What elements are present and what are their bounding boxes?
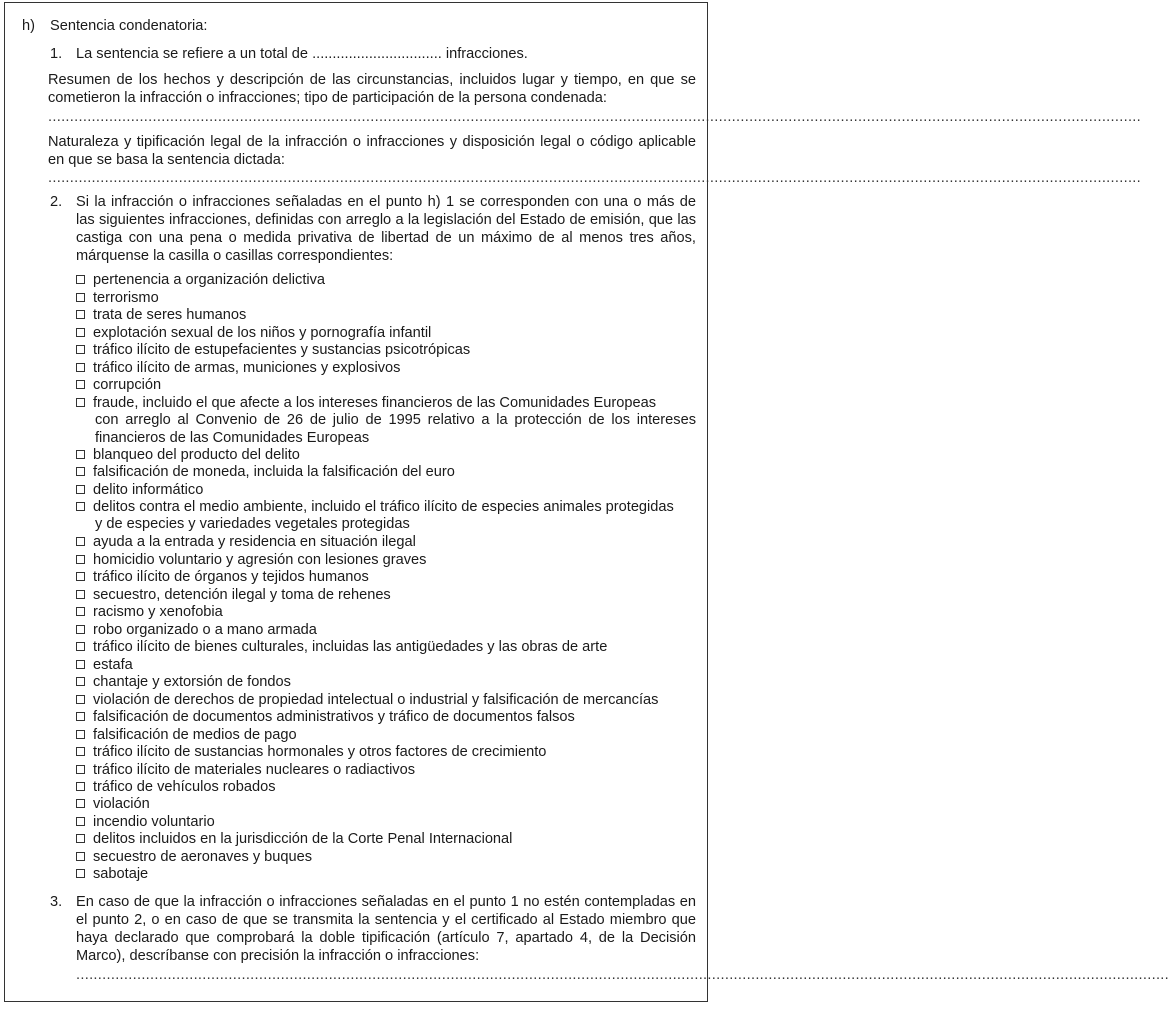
checklist-item-label: fraude, incluido el que afecte a los intereses financieros de las Comunidades Europeas con arreglo al Convenio de 26 de julio de 1995 relativo a la protección de los intereses financieros de las Comunidades Europeas: [93, 395, 696, 446]
checklist-item: [76, 796, 696, 813]
q1-summary-label: Resumen de los hechos y descripción de las circunstancias, incluidos lugar y tiempo, en que se cometieron la infracción o infracciones; tipo de participación de la persona condenada:: [48, 72, 696, 106]
checkbox[interactable]: [76, 799, 85, 808]
checkbox[interactable]: [76, 852, 85, 861]
checklist-item: [76, 762, 696, 779]
checkbox[interactable]: [76, 537, 85, 546]
checklist-item: [76, 447, 696, 464]
checklist-item-label: delitos incluidos en la jurisdicción de la Corte Penal Internacional: [93, 831, 513, 847]
checklist-item: [76, 657, 696, 674]
checklist-item-label: explotación sexual de los niños y pornografía infantil: [93, 325, 432, 341]
checkbox[interactable]: [76, 642, 85, 651]
checklist-item-label: falsificación de medios de pago: [93, 727, 297, 743]
checkbox[interactable]: [76, 345, 85, 354]
checklist-item: [76, 727, 696, 744]
checklist-item: [76, 499, 696, 534]
checklist-item: [76, 395, 696, 447]
checklist-item-label: tráfico ilícito de armas, municiones y explosivos: [93, 360, 401, 376]
checklist-item: [76, 482, 696, 499]
checklist-item: [76, 360, 696, 377]
checkbox[interactable]: [76, 450, 85, 459]
checklist-item: [76, 814, 696, 831]
checklist-item-label: corrupción: [93, 377, 162, 393]
checkbox[interactable]: [76, 869, 85, 878]
checklist-item: [76, 849, 696, 866]
checkbox[interactable]: [76, 747, 85, 756]
checklist-item: [76, 831, 696, 848]
checklist-item-label: tráfico de vehículos robados: [93, 779, 276, 795]
checklist-item: [76, 552, 696, 569]
checklist-item: [76, 692, 696, 709]
checklist-item: [76, 622, 696, 639]
checkbox[interactable]: [76, 467, 85, 476]
checklist-item-label: estafa: [93, 657, 133, 673]
checkbox[interactable]: [76, 695, 85, 704]
q2-number: 2.: [50, 194, 63, 210]
checkbox[interactable]: [76, 730, 85, 739]
checkbox[interactable]: [76, 607, 85, 616]
checklist-item-label: chantaje y extorsión de fondos: [93, 674, 291, 690]
checklist-item: [76, 464, 696, 481]
checkbox[interactable]: [76, 363, 85, 372]
checklist-item: [76, 639, 696, 656]
checklist-item-label: tráfico ilícito de estupefacientes y sustancias psicotrópicas: [93, 342, 471, 358]
checklist-item-label: delitos contra el medio ambiente, incluido el tráfico ilícito de especies animales protegidas y de especies y variedades vegetales protegidas: [93, 499, 674, 533]
checkbox[interactable]: [76, 590, 85, 599]
checklist-item: [76, 604, 696, 621]
checkbox[interactable]: [76, 765, 85, 774]
checklist-item-label: incendio voluntario: [93, 814, 215, 830]
checklist-item-label: falsificación de documentos administrativos y tráfico de documentos falsos: [93, 709, 575, 725]
checklist-item-label: racismo y xenofobia: [93, 604, 223, 620]
checklist-item-label: secuestro, detención ilegal y toma de rehenes: [93, 587, 391, 603]
checklist-item-label: tráfico ilícito de materiales nucleares o radiactivos: [93, 762, 416, 778]
checklist-item: [76, 866, 696, 883]
q1-number: 1.: [50, 46, 63, 62]
q2-instructions: Si la infracción o infracciones señaladas en el punto h) 1 se corresponden con una o más de las siguientes infracciones, definidas con arreglo a la legislación del Estado de emisión, que las castiga con una pena o medida privativa de libertad de un máximo de al menos tres años, márquense la casilla o casillas correspondientes:: [76, 194, 696, 264]
checklist-item: [76, 307, 696, 324]
checkbox[interactable]: [76, 485, 85, 494]
checkbox[interactable]: [76, 625, 85, 634]
checklist-item-label: robo organizado o a mano armada: [93, 622, 317, 638]
checklist-item: [76, 587, 696, 604]
checklist-item-label: tráfico ilícito de sustancias hormonales y otros factores de crecimiento: [93, 744, 547, 760]
checklist-item: [76, 744, 696, 761]
checkbox[interactable]: [76, 293, 85, 302]
checkbox[interactable]: [76, 380, 85, 389]
section-title: Sentencia condenatoria:: [50, 18, 208, 34]
section-letter: h): [22, 18, 35, 34]
checklist-item: [76, 779, 696, 796]
q3-description-field[interactable]: ...........................................................................................................................................................................................................................................................: [76, 967, 1169, 983]
checklist-item: [76, 290, 696, 307]
checkbox[interactable]: [76, 817, 85, 826]
checkbox[interactable]: [76, 310, 85, 319]
checkbox[interactable]: [76, 398, 85, 407]
checklist-item-label: violación: [93, 796, 150, 812]
checklist-item: [76, 325, 696, 342]
checkbox[interactable]: [76, 275, 85, 284]
checklist-item: [76, 709, 696, 726]
checkbox[interactable]: [76, 572, 85, 581]
checklist-item-label: tráfico ilícito de órganos y tejidos humanos: [93, 569, 369, 585]
checklist-item-label: blanqueo del producto del delito: [93, 447, 300, 463]
checklist-item: [76, 674, 696, 691]
checklist-item: [76, 569, 696, 586]
checklist-item-label: secuestro de aeronaves y buques: [93, 849, 313, 865]
q1-nature-label: Naturaleza y tipificación legal de la infracción o infracciones y disposición legal o código aplicable en que se basa la sentencia dictada:: [48, 134, 696, 168]
q1-total-infractions: La sentencia se refiere a un total de ................................ infracciones.: [76, 46, 528, 62]
checkbox[interactable]: [76, 834, 85, 843]
q1-nature-field[interactable]: ...........................................................................................................................................................................................................................................................: [48, 170, 1142, 186]
checkbox[interactable]: [76, 660, 85, 669]
checklist-item-label: tráfico ilícito de bienes culturales, incluidas las antigüedades y las obras de arte: [93, 639, 608, 655]
q3-number: 3.: [50, 894, 63, 910]
checkbox[interactable]: [76, 328, 85, 337]
checkbox[interactable]: [76, 677, 85, 686]
checklist-item: [76, 272, 696, 289]
checkbox[interactable]: [76, 555, 85, 564]
checkbox[interactable]: [76, 712, 85, 721]
q3-instructions: En caso de que la infracción o infracciones señaladas en el punto 1 no estén contempladas en el punto 2, o en caso de que se transmita la sentencia y el certificado al Estado miembro que haya declarado que comprobará la doble tipificación (artículo 7, apartado 4, de la Decisión Marco), descríbanse con precisión la infracción o infracciones:: [76, 894, 696, 964]
checklist-item-label: falsificación de moneda, incluida la falsificación del euro: [93, 464, 455, 480]
checklist-item-label: homicidio voluntario y agresión con lesiones graves: [93, 552, 427, 568]
checkbox[interactable]: [76, 782, 85, 791]
checklist-item: [76, 342, 696, 359]
checklist-item-label: delito informático: [93, 482, 204, 498]
checklist-item-label: violación de derechos de propiedad intelectual o industrial y falsificación de mercancías: [93, 692, 659, 708]
checklist-item: [76, 534, 696, 551]
checklist-item-label: terrorismo: [93, 290, 159, 306]
checklist-item-label: trata de seres humanos: [93, 307, 247, 323]
checklist-item-label: ayuda a la entrada y residencia en situación ilegal: [93, 534, 416, 550]
checklist-item-label: sabotaje: [93, 866, 149, 882]
checklist-item: [76, 377, 696, 394]
checklist-item-label: pertenencia a organización delictiva: [93, 272, 326, 288]
checkbox[interactable]: [76, 502, 85, 511]
q1-summary-field[interactable]: ...........................................................................................................................................................................................................................................................: [48, 109, 1142, 125]
